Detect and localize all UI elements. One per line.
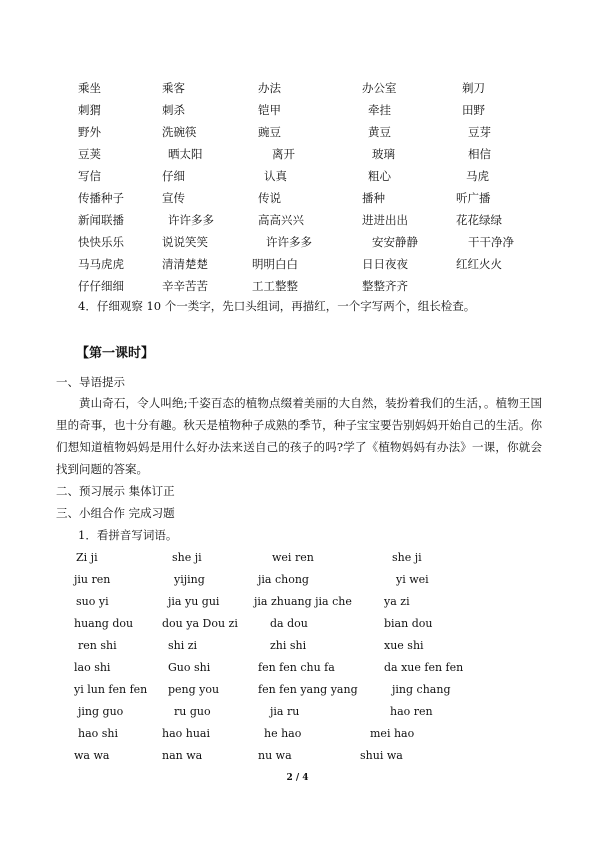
pinyin-item: lao shi [74,661,111,674]
vocab-word: 玻璃 [372,147,395,161]
vocab-word: 马虎 [466,169,489,183]
vocab-word: 新闻联播 [78,213,124,227]
pinyin-item: jia chong [258,573,309,586]
vocab-word: 豆荚 [78,147,101,161]
pinyin-item: shui wa [360,749,403,762]
vocab-word: 传播种子 [78,191,124,205]
vocab-word: 乘坐 [78,81,101,95]
vocab-word: 马马虎虎 [78,257,124,271]
pinyin-item: wa wa [74,749,110,762]
vocab-word: 野外 [78,125,101,139]
section-3-title: 三、小组合作 完成习题 [56,506,175,520]
pinyin-item: hao huai [162,727,211,740]
pinyin-item: huang dou [74,617,134,630]
pinyin-item: ren shi [78,639,117,652]
vocab-word: 办公室 [362,81,397,95]
pinyin-item: she ji [392,551,422,564]
vocab-word: 黄豆 [368,125,391,139]
vocab-word: 高高兴兴 [258,213,304,227]
vocab-word: 相信 [468,147,491,161]
vocab-word: 快快乐乐 [78,235,124,249]
vocab-word: 刺猬 [78,103,101,117]
vocab-word: 传说 [258,191,281,205]
pinyin-item: shi zi [168,639,198,652]
pinyin-item: he hao [264,727,302,740]
vocab-word: 工工整整 [252,279,298,293]
vocab-word: 播种 [362,191,385,205]
pinyin-item: mei hao [370,727,415,740]
vocab-word: 乘客 [162,81,185,95]
pinyin-item: yi lun fen fen [74,683,148,696]
section-1-title: 一、导语提示 [56,375,125,389]
pinyin-item: fen fen yang yang [258,683,358,696]
pinyin-item: jia zhuang jia che [254,595,352,608]
vocab-word: 辛辛苦苦 [162,279,208,293]
pinyin-item: Guo shi [168,661,211,674]
vocab-word: 刺杀 [162,103,185,117]
vocab-word: 明明白白 [252,257,298,271]
lesson-heading: 【第一课时】 [76,346,155,361]
vocab-word: 日日夜夜 [362,257,408,271]
vocab-word: 说说笑笑 [162,235,208,249]
vocab-word: 整整齐齐 [362,279,408,293]
vocab-word: 田野 [462,103,485,117]
vocab-word: 写信 [78,169,101,183]
vocab-word: 铠甲 [258,103,281,117]
pinyin-item: zhi shi [270,639,307,652]
pinyin-item: da xue fen fen [384,661,464,674]
section-2-title: 二、预习展示 集体订正 [56,484,175,498]
pinyin-item: hao shi [78,727,119,740]
vocab-word: 办法 [258,81,281,95]
pinyin-item: Zi ji [76,551,98,564]
pinyin-item: nan wa [162,749,203,762]
pinyin-item: jia yu gui [168,595,220,608]
pinyin-item: xue shi [384,639,424,652]
pinyin-item: fen fen chu fa [258,661,335,674]
vocab-word: 干干净净 [468,235,514,249]
vocab-word: 花花绿绿 [456,213,502,227]
vocab-word: 粗心 [368,169,391,183]
vocab-word: 安安静静 [372,235,418,249]
vocab-word: 认真 [264,169,287,183]
pinyin-item: da dou [270,617,308,630]
vocab-word: 听广播 [456,191,491,205]
pinyin-item: peng you [168,683,220,696]
pinyin-item: she ji [172,551,202,564]
instruction-4: 4．仔细观察 10 个一类字，先口头组词，再描红，一个字写两个，组长检查。 [78,299,476,313]
pinyin-item: yijing [174,573,205,586]
pinyin-item: jiu ren [74,573,111,586]
exercise-1-title: 1．看拼音写词语。 [78,528,178,542]
pinyin-item: suo yi [76,595,109,608]
pinyin-item: dou ya Dou zi [162,617,238,630]
vocab-word: 红红火火 [456,257,502,271]
vocab-word: 剃刀 [462,81,485,95]
pinyin-item: wei ren [272,551,314,564]
page-number: 2 / 4 [286,773,309,783]
vocab-word: 许许多多 [168,213,214,227]
vocab-word: 豌豆 [258,125,281,139]
intro-paragraph: 黄山奇石，令人叫绝;千姿百态的植物点缀着美丽的大自然，装扮着我们的生活，。植物王国里的奇事，也十分有趣。秋天是植物种子成熟的季节，种子宝宝要告别妈妈开始自己的生活。你们想知道植物妈妈是用什么好办法来送自己的孩子的吗?学了《植物妈妈有办法》一课，你就会找到问题的答案。 [56,396,542,476]
pinyin-item: ya zi [384,595,410,608]
vocab-word: 清清楚楚 [162,257,208,271]
vocab-word: 进进出出 [362,213,408,227]
pinyin-item: bian dou [384,617,433,630]
vocab-word: 离开 [272,147,295,161]
pinyin-item: jing chang [392,683,451,696]
vocab-word: 晒太阳 [168,147,203,161]
vocab-word: 豆芽 [468,125,491,139]
vocab-word: 仔仔细细 [78,279,124,293]
pinyin-item: ru guo [174,705,211,718]
pinyin-item: nu wa [258,749,292,762]
pinyin-item: jia ru [270,705,300,718]
vocab-word: 仔细 [162,169,185,183]
pinyin-item: hao ren [390,705,433,718]
pinyin-item: yi wei [396,573,429,586]
vocab-word: 洗碗筷 [162,125,197,139]
vocab-word: 牵挂 [368,103,391,117]
pinyin-item: jing guo [78,705,124,718]
vocab-word: 许许多多 [266,235,312,249]
vocab-word: 宣传 [162,191,185,205]
